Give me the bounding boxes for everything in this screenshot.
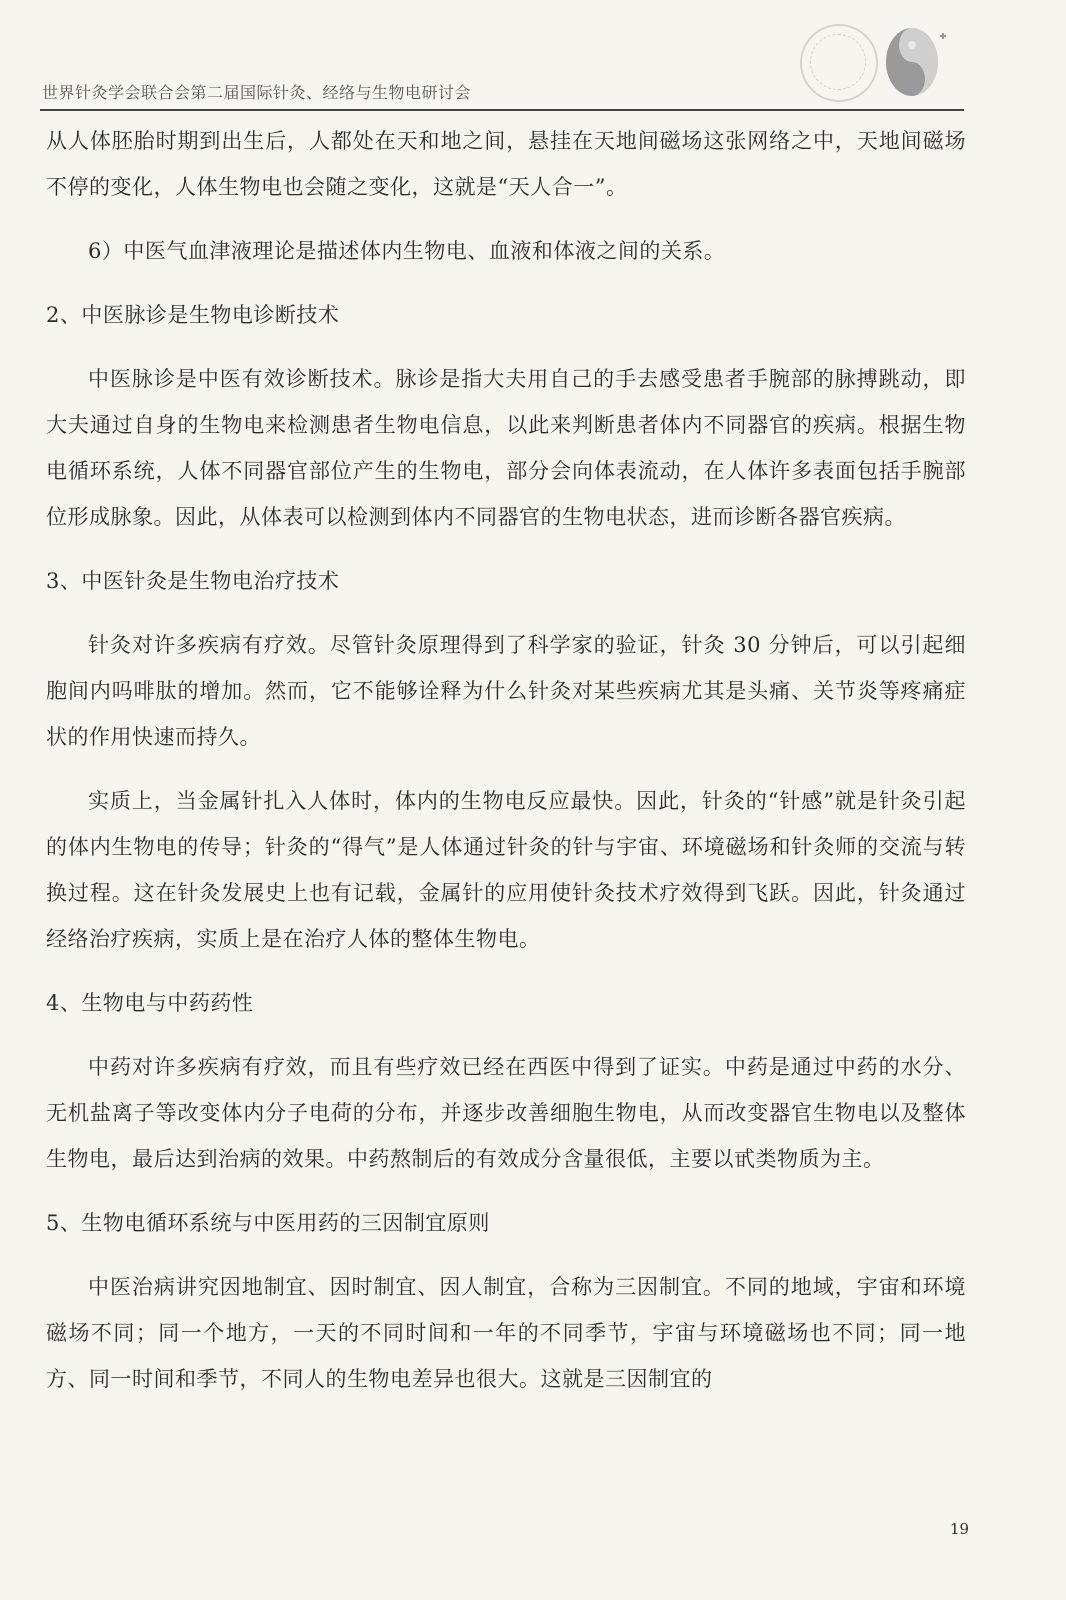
page-number: 19 [950, 1520, 970, 1538]
paragraph: 中药对许多疾病有疗效，而且有些疗效已经在西医中得到了证实。中药是通过中药的水分、无机盐离子等改变体内分子电荷的分布，并逐步改善细胞生物电，从而改变器官生物电以及整体生物电，最后达到治病的效果。中药熬制后的有效成分含量很低，主要以甙类物质为主。 [46, 1055, 966, 1171]
header-logos [800, 22, 940, 102]
conference-seal-logo [800, 24, 878, 102]
yin-yang-logo [882, 22, 946, 102]
paragraph: 中医脉诊是中医有效诊断技术。脉诊是指大夫用自己的手去感受患者手腕部的脉搏跳动，即大夫通过自身的生物电来检测患者生物电信息，以此来判断患者体内不同器官的疾病。根据生物电循环系统，人体不同器官部位产生的生物电，部分会向体表流动，在人体许多表面包括手腕部位形成脉象。因此，从体表可以检测到体内不同器官的生物电状态，进而诊断各器官疾病。 [46, 367, 966, 529]
paragraph: 从人体胚胎时期到出生后，人都处在天和地之间，悬挂在天地间磁场这张网络之中，天地间磁场不停的变化，人体生物电也会随之变化，这就是“天人合一”。 [46, 129, 966, 199]
paragraph: 实质上，当金属针扎入人体时，体内的生物电反应最快。因此，针灸的“针感”就是针灸引起的体内生物电的传导；针灸的“得气”是人体通过针灸的针与宇宙、环境磁场和针灸师的交流与转换过程。这在针灸发展史上也有记载，金属针的应用使针灸技术疗效得到飞跃。因此，针灸通过经络治疗疾病，实质上是在治疗人体的整体生物电。 [46, 789, 966, 951]
running-header: 世界针灸学会联合会第二届国际针灸、经络与生物电研讨会 [42, 83, 472, 102]
section-heading: 2、中医脉诊是生物电诊断技术 [46, 303, 340, 327]
paragraph: 针灸对许多疾病有疗效。尽管针灸原理得到了科学家的验证，针灸 30 分钟后，可以引起细胞间内吗啡肽的增加。然而，它不能够诠释为什么针灸对某些疾病尤其是头痛、关节炎等疼痛症状的作用快速而持久。 [46, 633, 966, 749]
paragraph: 中医治病讲究因地制宜、因时制宜、因人制宜，合称为三因制宜。不同的地域，宇宙和环境磁场不同；同一个地方，一天的不同时间和一年的不同季节，宇宙与环境磁场也不同；同一地方、同一时间和季节，不同人的生物电差异也很大。这就是三因制宜的 [46, 1275, 966, 1391]
section-heading: 3、中医针灸是生物电治疗技术 [46, 569, 340, 593]
header-divider [40, 109, 964, 111]
section-heading: 4、生物电与中药药性 [46, 991, 254, 1015]
section-heading: 5、生物电循环系统与中医用药的三因制宜原则 [46, 1211, 490, 1235]
paragraph: 6）中医气血津液理论是描述体内生物电、血液和体液之间的关系。 [88, 239, 726, 263]
body-text [46, 118, 966, 1402]
